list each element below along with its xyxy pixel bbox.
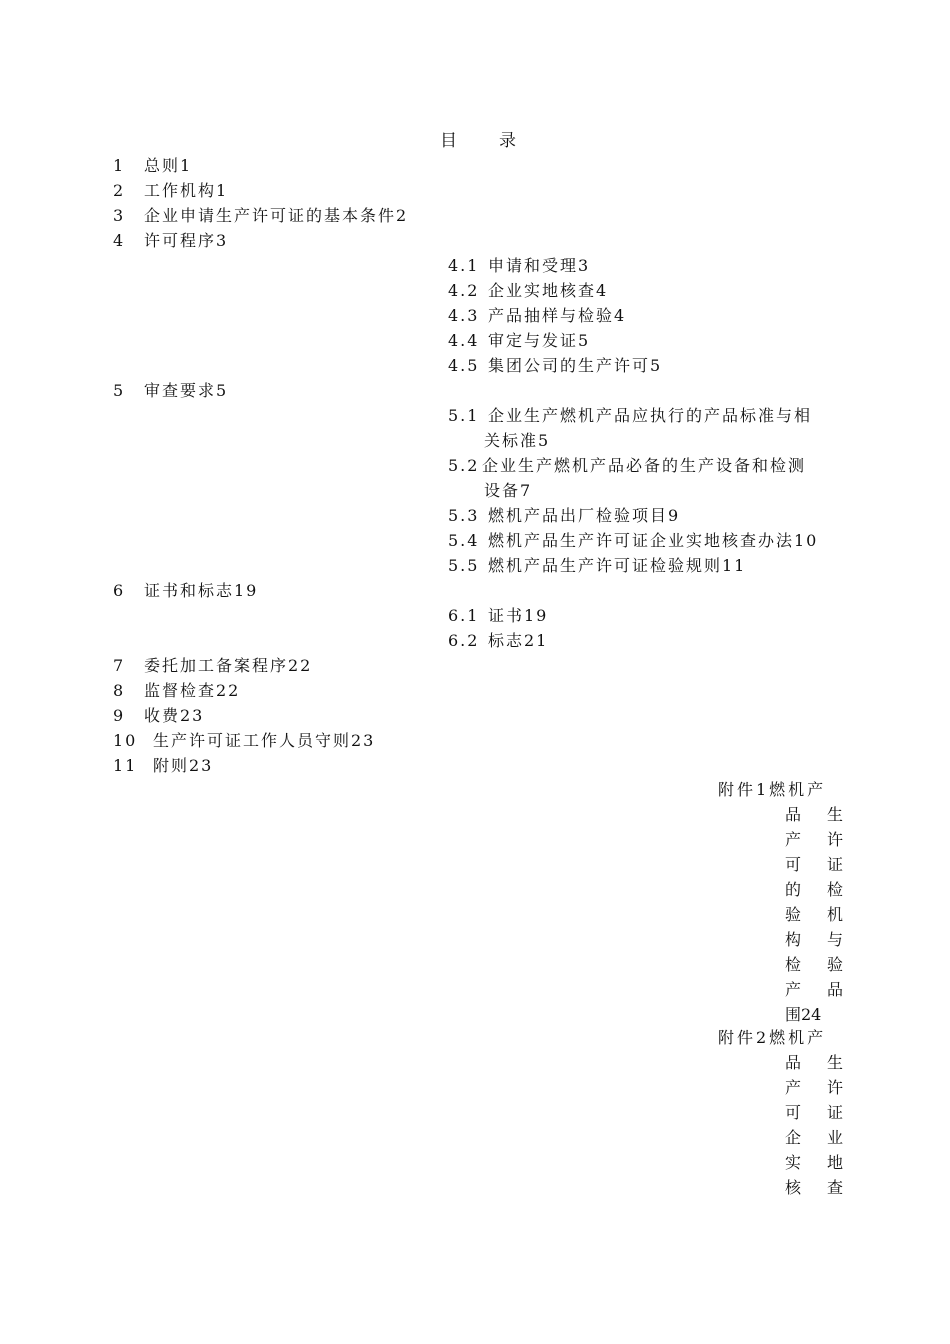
toc-item-4-2[interactable]: [448, 281, 608, 301]
toc-item-text: 监督检查22: [144, 681, 241, 700]
toc-item-7[interactable]: [113, 656, 312, 676]
toc-item-text: 生产许可证工作人员守则23: [153, 731, 376, 750]
toc-item-number: 9: [113, 706, 126, 725]
toc-item-number: 2: [113, 181, 126, 200]
toc-item-4-5[interactable]: [448, 356, 662, 376]
toc-item-number: 5.1: [448, 406, 480, 425]
annex-char-row: 产 许: [785, 830, 844, 849]
annex-char-row: 验 机: [785, 905, 844, 924]
toc-item-5[interactable]: [113, 381, 228, 401]
toc-item-text: 燃机产品出厂检验项目9: [488, 506, 681, 525]
toc-item-number: 4.1: [448, 256, 480, 275]
toc-item-text: 企业申请生产许可证的基本条件2: [144, 206, 409, 225]
toc-item-text: 集团公司的生产许可5: [488, 356, 663, 375]
toc-item-text: 附则23: [153, 756, 214, 775]
toc-item-number: 3: [113, 206, 126, 225]
toc-item-text: 总则1: [144, 156, 193, 175]
toc-item-number: 4.3: [448, 306, 480, 325]
toc-item-text: 标志21: [488, 631, 549, 650]
toc-item-4-4[interactable]: [448, 331, 590, 351]
toc-item-number: 6: [113, 581, 126, 600]
toc-item-4-3[interactable]: [448, 306, 626, 326]
annex-char-row: 可 证: [785, 1103, 844, 1122]
toc-item-text: 委托加工备案程序22: [144, 656, 313, 675]
toc-item-number: 4: [113, 231, 126, 250]
toc-item-number: 4.2: [448, 281, 480, 300]
annex-char-row: 品 生: [785, 805, 844, 824]
toc-item-text: 企业实地核查4: [488, 281, 609, 300]
toc-item-5-3[interactable]: [448, 506, 680, 526]
toc-item-6-2[interactable]: [448, 631, 548, 651]
annex-char-row: 实 地: [785, 1153, 844, 1172]
toc-item-text: 工作机构1: [144, 181, 229, 200]
toc-item-text: 燃机产品生产许可证企业实地核查办法10: [488, 531, 819, 550]
toc-item-text: 企业生产燃机产品必备的生产设备和检测: [482, 456, 807, 475]
toc-item-3[interactable]: [113, 206, 408, 226]
toc-item-number: 5: [113, 381, 126, 400]
toc-item-number: 1: [113, 156, 126, 175]
toc-item-number: 6.2: [448, 631, 480, 650]
toc-item-text: 证书和标志19: [144, 581, 259, 600]
toc-item-number: 7: [113, 656, 126, 675]
toc-item-text: 证书19: [488, 606, 549, 625]
toc-item-5-1[interactable]: [448, 406, 812, 426]
toc-item-number: 5.5: [448, 556, 480, 575]
toc-item-2[interactable]: [113, 181, 228, 201]
toc-item-text: 审定与发证5: [488, 331, 591, 350]
toc-item-text: 审查要求5: [144, 381, 229, 400]
toc-item-number: 5.3: [448, 506, 480, 525]
toc-item-number: 11: [113, 756, 138, 775]
toc-item-continuation: 关标准5: [484, 431, 551, 450]
toc-item-number: 5.4: [448, 531, 480, 550]
toc-item-9[interactable]: [113, 706, 204, 726]
toc-item-5-2[interactable]: [448, 456, 806, 476]
annex-char-row: 检 验: [785, 955, 844, 974]
annex-char-row: 企 业: [785, 1128, 844, 1147]
toc-item-10[interactable]: [113, 731, 375, 751]
toc-item-6[interactable]: [113, 581, 258, 601]
annex-char-row: 核 查: [785, 1178, 844, 1197]
toc-item-number: 4.5: [448, 356, 480, 375]
toc-item-text: 燃机产品生产许可证检验规则11: [488, 556, 747, 575]
annex-char-row: 可 证: [785, 855, 844, 874]
toc-item-text: 企业生产燃机产品应执行的产品标准与相: [488, 406, 813, 425]
annex-char-row: 产 品: [785, 980, 844, 999]
toc-item-number: 6.1: [448, 606, 480, 625]
annex-tail: 围24: [785, 1005, 822, 1024]
toc-item-5-4[interactable]: [448, 531, 818, 551]
toc-item-4[interactable]: [113, 231, 228, 251]
toc-item-text: 收费23: [144, 706, 205, 725]
toc-item-text: 申请和受理3: [488, 256, 591, 275]
toc-item-text: 产品抽样与检验4: [488, 306, 627, 325]
toc-item-8[interactable]: [113, 681, 240, 701]
toc-item-number: 10: [113, 731, 138, 750]
annex-char-row: 产 许: [785, 1078, 844, 1097]
toc-item-11[interactable]: [113, 756, 213, 776]
toc-item-4-1[interactable]: [448, 256, 590, 276]
toc-item-text: 许可程序3: [144, 231, 229, 250]
toc-title-right: 录: [499, 131, 518, 151]
toc-item-number: 4.4: [448, 331, 480, 350]
toc-item-number: 8: [113, 681, 126, 700]
annex-heading: 附件2燃机产: [718, 1028, 827, 1047]
toc-item-number: 5.2: [448, 456, 480, 475]
toc-item-6-1[interactable]: [448, 606, 548, 626]
annex-char-row: 构 与: [785, 930, 844, 949]
annex-char-row: 品 生: [785, 1053, 844, 1072]
annex-heading: 附件1燃机产: [718, 780, 827, 799]
toc-title-left: 目: [440, 131, 459, 151]
toc-title: [440, 126, 518, 151]
toc-item-continuation: 设备7: [484, 481, 533, 500]
toc-item-5-5[interactable]: [448, 556, 746, 576]
toc-item-1[interactable]: [113, 156, 192, 176]
annex-char-row: 的 检: [785, 880, 844, 899]
